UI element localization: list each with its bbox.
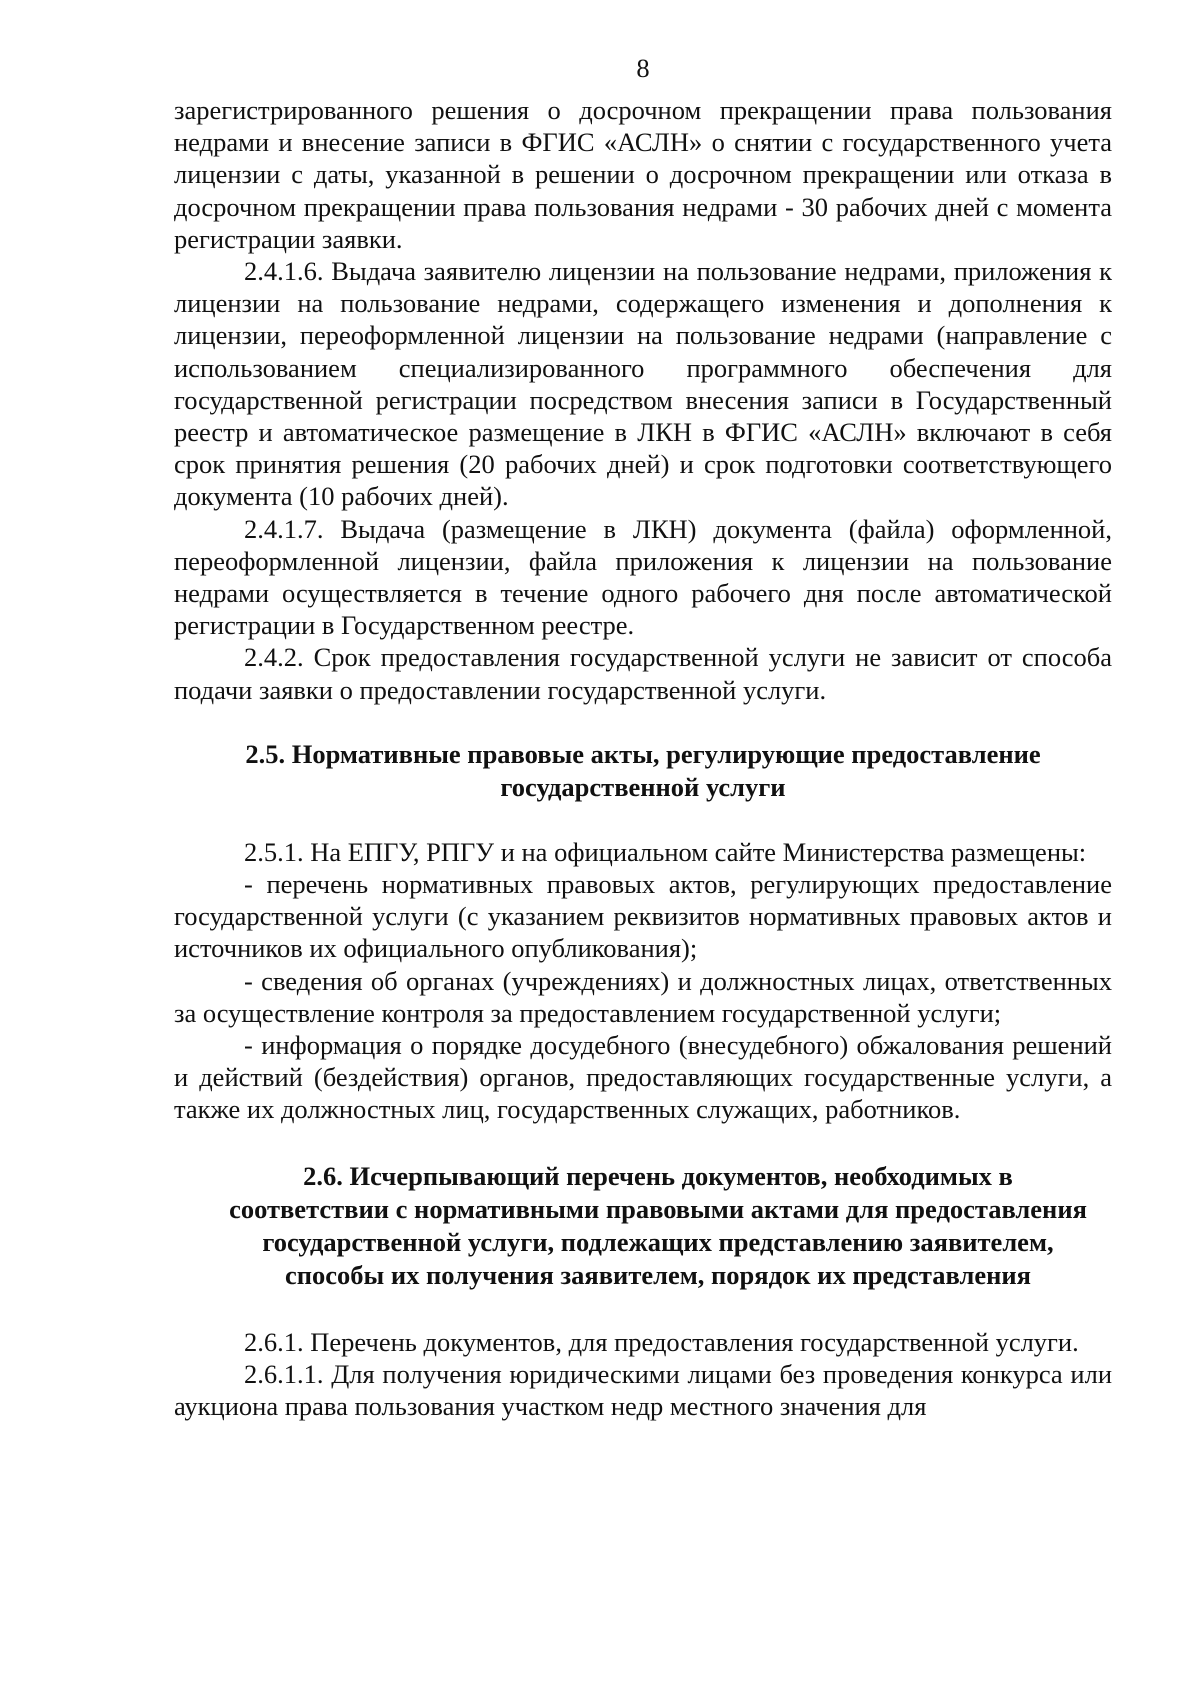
section-heading-2-6-line-2: соответствии с нормативными правовыми актами для предоставления xyxy=(229,1193,1087,1224)
list-item-appeal-procedure: - информация о порядке досудебного (внесудебного) обжалования решений и действий (бездействия) органов, предоставляющих государственные услуги, а также их должностных лиц, государственных служащих, работников. xyxy=(174,1030,1112,1125)
paragraph-2-4-2: 2.4.2. Срок предоставления государственной услуги не зависит от способа подачи заявки о предоставлении государственной услуги. xyxy=(174,642,1112,705)
list-item-responsible-bodies: - сведения об органах (учреждениях) и должностных лицах, ответственных за осуществление контроля за предоставлением государственной услуги; xyxy=(174,965,1112,1028)
section-heading-2-6-line-4: способы их получения заявителем, порядок их представления xyxy=(285,1259,1031,1290)
paragraph-continuation: зарегистрированного решения о досрочном прекращении права пользования недрами и внесение записи в ФГИС «АСЛН» о снятии с государственного учета лицензии с даты, указанной в решении о досрочном прекращении или отказа в досрочном прекращении права пользования недрами - 30 рабочих дней с момента регистрации заявки. xyxy=(174,95,1112,254)
paragraph-2-4-1-7: 2.4.1.7. Выдача (размещение в ЛКН) документа (файла) оформленной, переоформленной лицензии, файла приложения к лицензии на пользование недрами осуществляется в течение одного рабочего дня после автоматической регистрации в Государственном реестре. xyxy=(174,513,1112,641)
paragraph-2-6-1: 2.6.1. Перечень документов, для предоставления государственной услуги. xyxy=(244,1326,1079,1357)
section-heading-2-5-line-2: государственной услуги xyxy=(500,771,786,802)
section-heading-2-5-line-1: 2.5. Нормативные правовые акты, регулирующие предоставление xyxy=(245,738,1041,769)
page-number: 8 xyxy=(636,53,650,83)
paragraph-2-6-1-1: 2.6.1.1. Для получения юридическими лицами без проведения конкурса или аукциона права пользования участком недр местного значения для xyxy=(174,1358,1112,1422)
section-heading-2-6-line-3: государственной услуги, подлежащих представлению заявителем, xyxy=(262,1226,1054,1257)
paragraph-2-5-1: 2.5.1. На ЕПГУ, РПГУ и на официальном сайте Министерства размещены: xyxy=(244,836,1087,867)
section-heading-2-6-line-1: 2.6. Исчерпывающий перечень документов, необходимых в xyxy=(303,1160,1013,1191)
list-item-normative-acts: - перечень нормативных правовых актов, регулирующих предоставление государственной услуги (с указанием реквизитов нормативных правовых актов и источников их официального опубликования); xyxy=(174,869,1112,964)
paragraph-2-4-1-6: 2.4.1.6. Выдача заявителю лицензии на пользование недрами, приложения к лицензии на пользование недрами, содержащего изменения и дополнения к лицензии, переоформленной лицензии на пользование недрами (направление с использованием специализированного программного обеспечения для государственной регистрации посредством внесения записи в Государственный реестр и автоматическое размещение в ЛКН в ФГИС «АСЛН» включают в себя срок принятия решения (20 рабочих дней) и срок подготовки соответствующего документа (10 рабочих дней). xyxy=(174,256,1112,512)
section-heading-2-5 xyxy=(174,738,1112,804)
section-heading-2-6 xyxy=(174,1160,1112,1292)
